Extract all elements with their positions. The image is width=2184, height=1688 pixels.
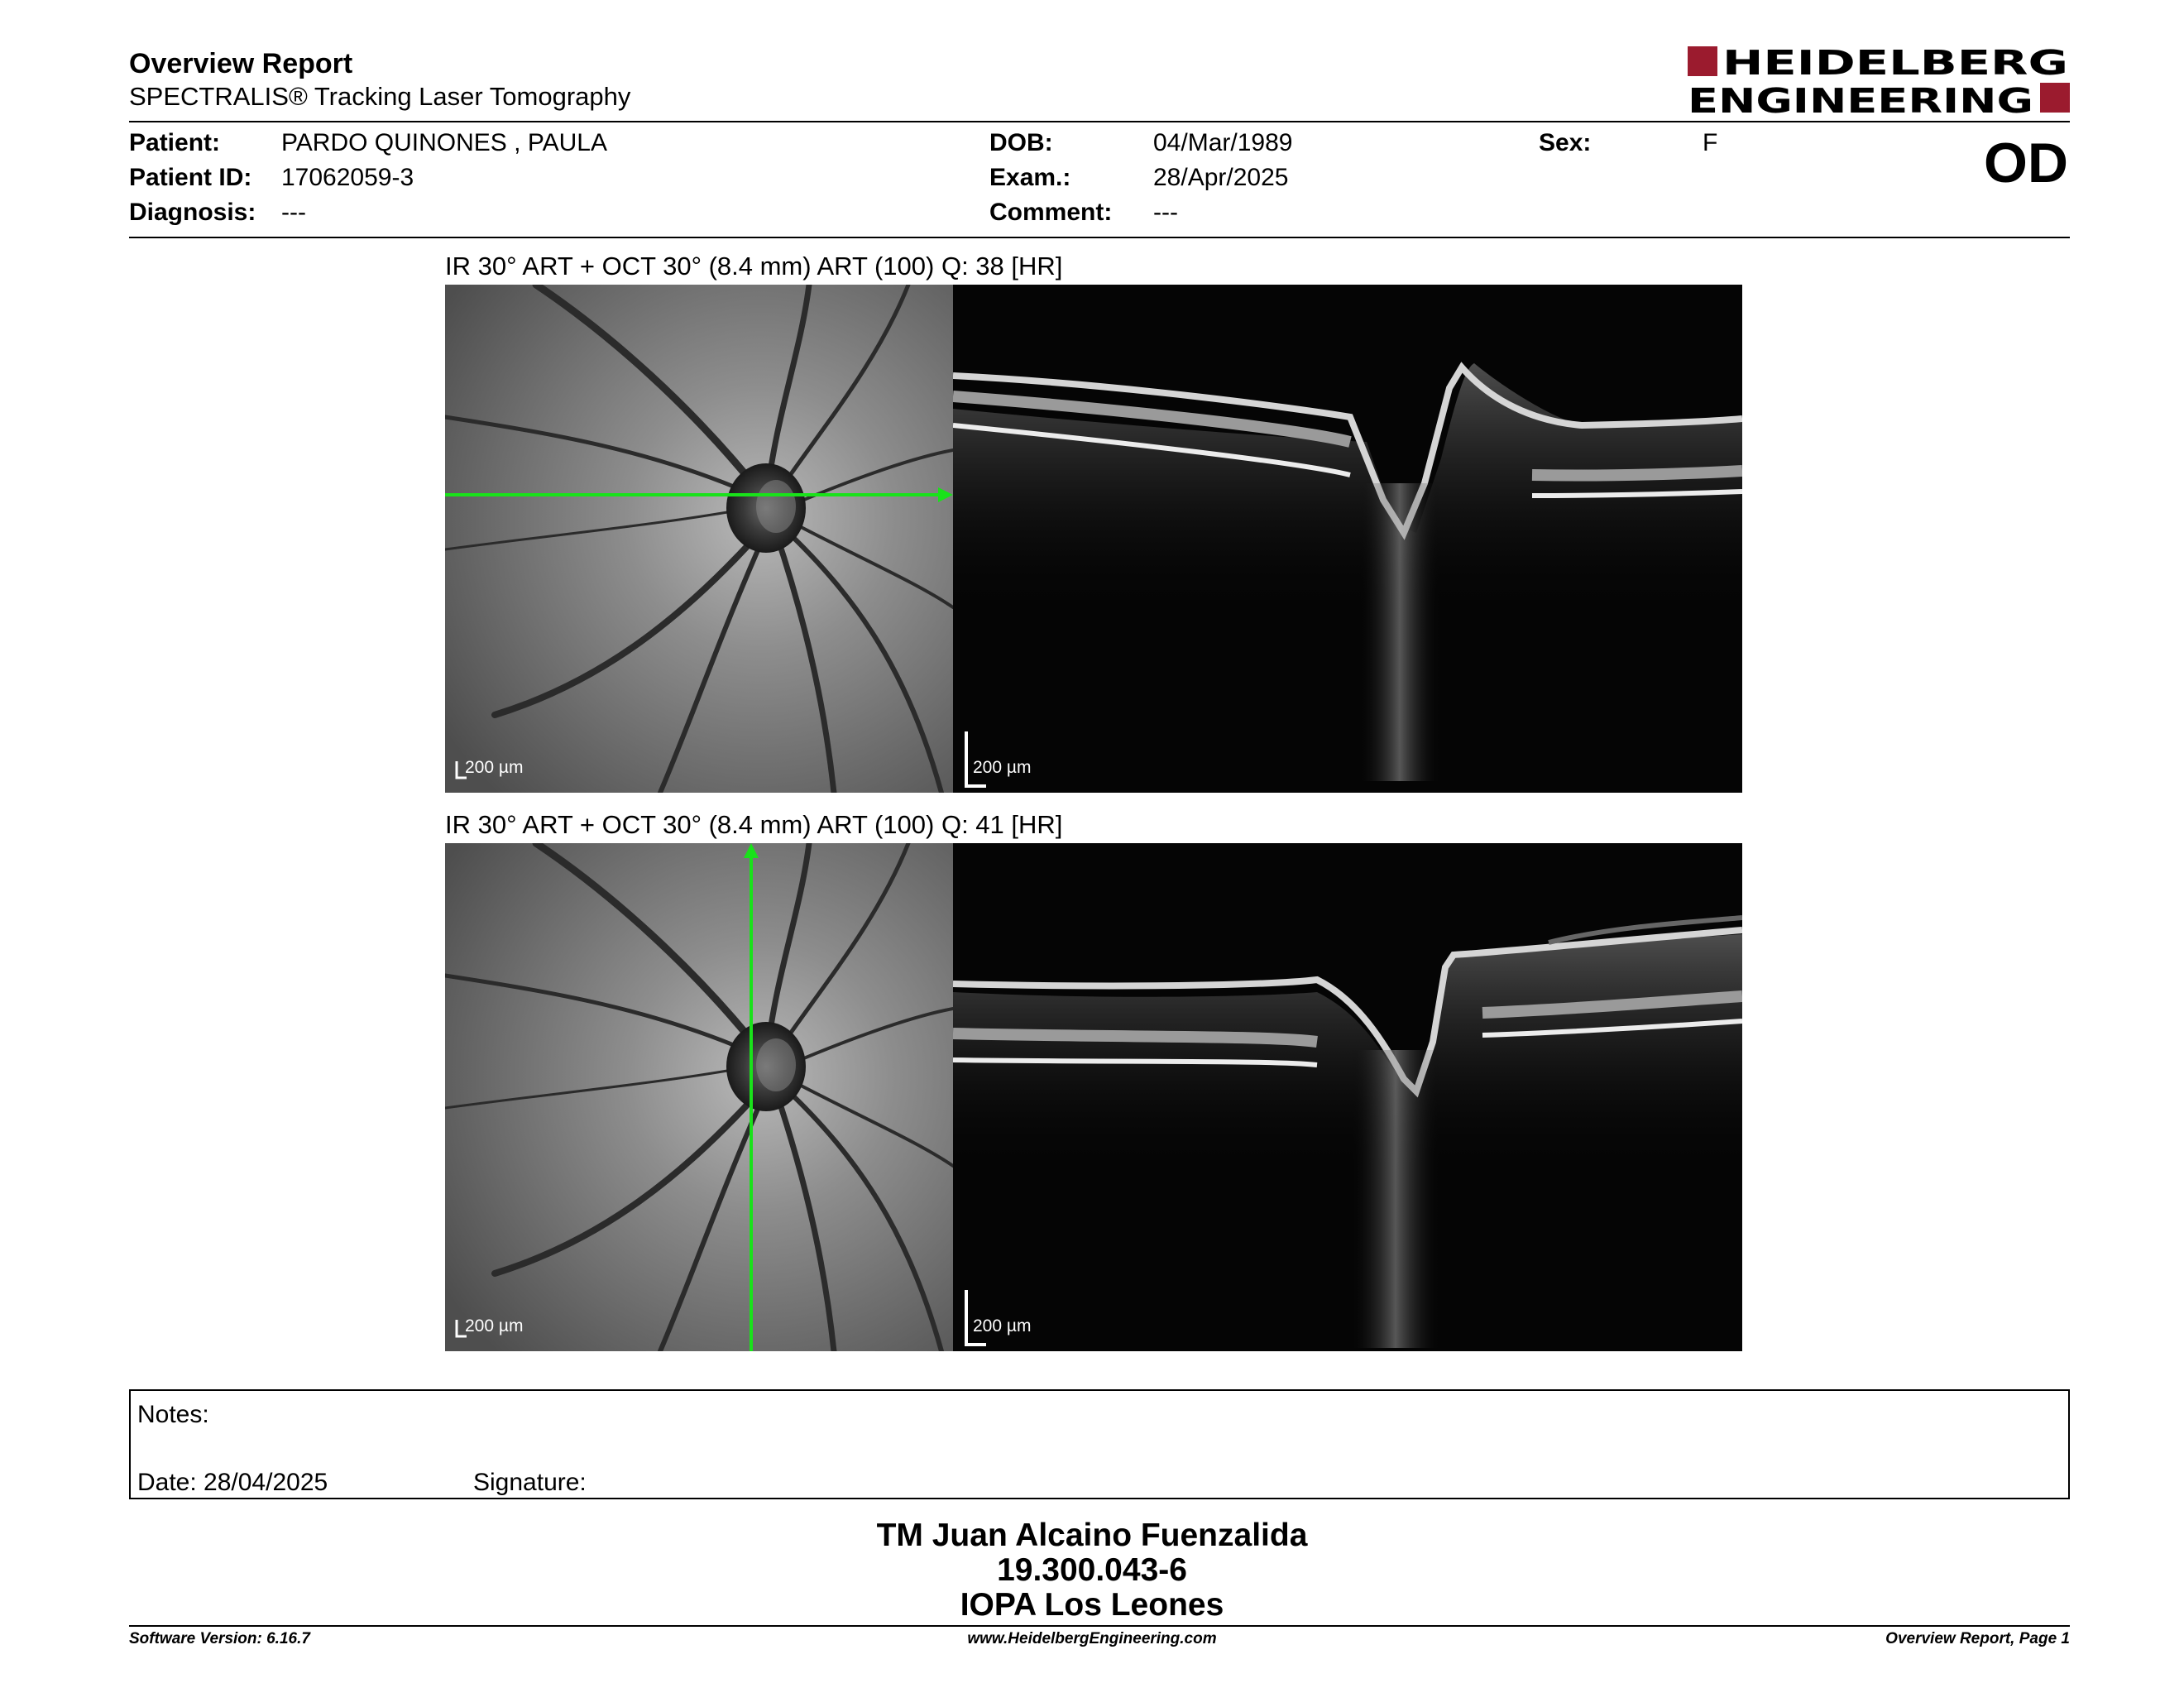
sex-label: Sex: bbox=[1539, 129, 1592, 156]
page-indicator: Overview Report, Page 1 bbox=[1885, 1630, 2070, 1647]
notes-label: Notes: bbox=[137, 1401, 209, 1428]
ir-scale-label-2: 200 µm bbox=[465, 1316, 524, 1336]
report-subtitle: SPECTRALIS® Tracking Laser Tomography bbox=[129, 82, 631, 111]
ir-scale-label-1: 200 µm bbox=[465, 758, 524, 777]
ir-fundus-image-2 bbox=[445, 843, 953, 1351]
diagnosis-value: --- bbox=[281, 199, 306, 226]
comment-value: --- bbox=[1153, 199, 1178, 226]
oct-scale-label-2: 200 µm bbox=[973, 1316, 1032, 1336]
patient-id: 17062059-3 bbox=[281, 164, 414, 191]
signature-label: Signature: bbox=[473, 1469, 587, 1496]
diagnosis-label: Diagnosis: bbox=[129, 199, 256, 226]
exam-value: 28/Apr/2025 bbox=[1153, 164, 1289, 191]
comment-label: Comment: bbox=[989, 199, 1113, 226]
website-link[interactable]: www.HeidelbergEngineering.com bbox=[967, 1630, 1217, 1647]
oct-scale-label-1: 200 µm bbox=[973, 758, 1032, 777]
scan-line-vertical bbox=[445, 843, 953, 1351]
dob-label: DOB: bbox=[989, 129, 1053, 156]
eye-indicator: OD bbox=[1984, 132, 2068, 194]
notes-box bbox=[129, 1389, 2070, 1499]
scan-1-caption: IR 30° ART + OCT 30° (8.4 mm) ART (100) Q: 38 [HR] bbox=[445, 252, 1063, 281]
sex-value: F bbox=[1703, 129, 1718, 156]
signer-id: 19.300.043-6 bbox=[997, 1552, 1187, 1588]
oct-bscan-image-2 bbox=[953, 843, 1742, 1351]
dob-value: 04/Mar/1989 bbox=[1153, 129, 1293, 156]
scan-2-caption: IR 30° ART + OCT 30° (8.4 mm) ART (100) Q: 41 [HR] bbox=[445, 810, 1063, 839]
patient-label: Patient: bbox=[129, 129, 221, 156]
software-version: Software Version: 6.16.7 bbox=[129, 1630, 310, 1647]
patient-name: PARDO QUINONES , PAULA bbox=[281, 129, 607, 156]
date-label: Date: 28/04/2025 bbox=[137, 1469, 328, 1496]
oct-bscan-image-1 bbox=[953, 285, 1742, 793]
logo-line2: ENGINEERING bbox=[1688, 81, 2033, 116]
signer-name: TM Juan Alcaino Fuenzalida bbox=[876, 1518, 1308, 1553]
patient-id-label: Patient ID: bbox=[129, 164, 252, 191]
ir-fundus-image-1 bbox=[445, 285, 953, 793]
signer-institution: IOPA Los Leones bbox=[960, 1587, 1224, 1623]
logo-line1: HEIDELBERG bbox=[1722, 45, 2068, 83]
report-title: Overview Report bbox=[129, 48, 353, 79]
exam-label: Exam.: bbox=[989, 164, 1071, 191]
scan-line-horizontal bbox=[445, 285, 953, 793]
heidelberg-logo bbox=[1688, 45, 2070, 116]
